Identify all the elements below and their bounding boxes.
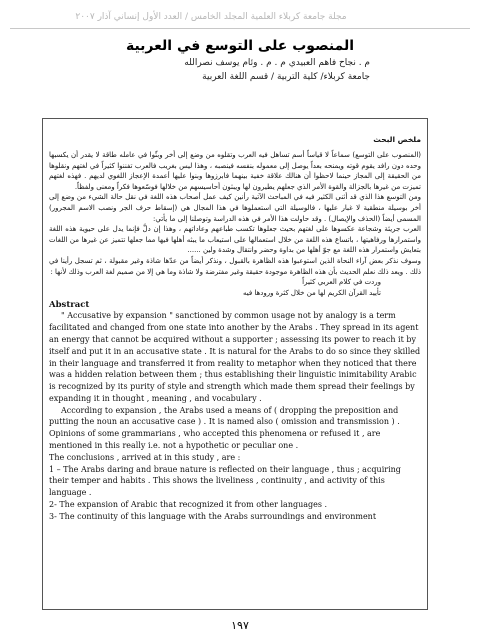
abstract-paragraph: 3- The continuity of this language with the Arabs surroundings and environment [49, 511, 377, 521]
paper-authors: م . نجاح فاهم العبيدي م . م . وئام يوسف نصرالله [184, 58, 370, 68]
page-number: ١٩٧ [231, 619, 249, 632]
arabic-summary-paragraph: وسوف نذكر بعض آراء النحاة الذين استوعبوا هذه الظاهرة بالقبول ، ونذكر أيضاً من عدّها شاذة وغير مقبولة ، ثم تسجل رأينا في ذلك . ويعد ذلك نعلم الحديث بأن هذه الظاهرة موجودة حقيقة وغير مفترضة ولا شاذة وما هي إلا من صميم لغة العرب وذلك لأنها : [49, 256, 421, 276]
arabic-summary-line: تأييد القرآن الكريم لها من خلال كثرة ورودها فيه [242, 288, 381, 297]
content-frame [42, 118, 428, 610]
arabic-summary-paragraph: (المنصوب على التوسع) سماعاً لا قياساً أسم تساهل فيه العرب وتقلوه من وضع إلى أخر وبثّوا في عامله طاقة لا يقدر أن يكسبها وحده دون رافد يقوم قوته ويمنحه بعداً يوصل إلى معموله بنفسه فينصبه ، وهذا ليس بغريب فالعرب تفننوا كثيراً في لغتهم ونقلوها من الحقيقة إلى المجاز حينما لاحظوا أن هنالك علاقة خفية بينهما فابرزوها وبنوا عليها أعمدة الإعجاز اللغوي لديهم . فهذه لغتهم تميزت من غيرها بالجزالة والقوة الأمر الذي جعلهم يطيرون لها ويبثون أحاسيسهم من خلالها فوسّعوها فكراً ومعنى ولفظاً. [49, 151, 421, 191]
arabic-summary-paragraph: ومن التوسع هذا الذي قد أثنى الكثير فيه في المباحث الآتية رأنين كيف عمل أصحاب هذه اللغة في نقل حالة الشيء من وضع إلى أخر بوسيلة منطقية لا غبار عليها ، فالوسيلة التي استعملوها في هذا المجال هي (إسقاط حرف الجر ونصب الاسم المجرور) المسمى أيضاً (الحذف والإيصال) . وقد حاولت هذا الأمر في هذه الدراسة وتوصلنا إلى ما يأتي: [49, 193, 421, 223]
arabic-summary-heading: ملخص البحث [373, 135, 421, 144]
arabic-summary-line: وردت في كلام العربي كثيراً [302, 278, 381, 287]
abstract-paragraph: " Accusative by expansion " sanctioned by common usage not by analogy is a term facilitated and changed from one state into another by the Arabs . They spread in its agent an energy that cannot be acquired without a supporter ; assessing its power to reach it by itself and put it in an accusative state . It is natural for the Arabs to do so since they skilled in their language and transferred it from reality to metaphor when they noticed that there was a hidden relation between them ; thus establishing their linguistic inimitability Arabic is recognized by its purity of style and strength which made them spread their feelings by expanding it in thought , meaning , and vocabulary . [49, 311, 421, 403]
arabic-summary-paragraph: العرب جريئة وشجاعة عكسوها على لغتهم بحيث جعلوها تكسب طباعهم وعاداتهم ، وهذا إن دلَّ فإنما يدل على حيوية هذه اللغة واستمرارها ورفاهيتها ، باتساع هذه اللغة من خلال استعمالها على استيعاب ما يبثه أهلها فيها مما جعلها تتميز عن غيرها من اللغات بتعايش واستمرار هذه اللغة مع جوّ أهلها من بداوة وحضر وانتقال وشدة ولين ...... [49, 225, 421, 255]
paper-title: المنصوب على التوسع في العربية [125, 38, 355, 54]
abstract-paragraph: According to expansion , the Arabs used a means of ( dropping the preposition and putting the noun an accusative case ) . It is named also ( omission and transmission ) . Opinions of some grammarians , who accepted this phenomena or refused it , are mentioned in this really i.e. not a hypothetic or peculiar one . [49, 405, 400, 451]
paper-affiliation: جامعة كربلاء/ كلية التربية / قسم اللغة العربية [202, 72, 370, 82]
abstract-paragraph: 1 – The Arabs daring and braue nature is reflected on their language , thus ; acquiring their temper and habits . This shows the liveliness , continuity , and activity of this language . [49, 464, 401, 498]
abstract-paragraph: 2- The expansion of Arabic that recognized it from other languages . [49, 500, 328, 510]
abstract-paragraph: The conclusions , arrived at in this study , are : [49, 452, 241, 462]
abstract-heading: Abstract [49, 300, 90, 311]
journal-header: مجلة جامعة كربلاء العلمية المجلد الخامس / العدد الأول إنساني آذار ٢٠٠٧ [75, 12, 347, 22]
header-divider [10, 28, 470, 29]
